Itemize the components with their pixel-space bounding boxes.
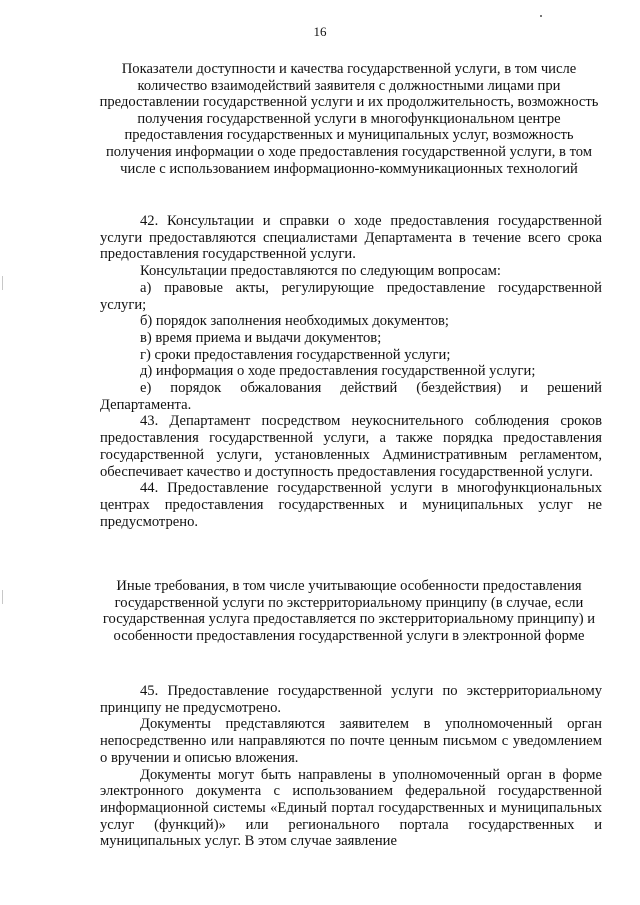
- section-body-extraterritorial: [100, 683, 602, 850]
- paragraph-docs-electronic: Документы могут быть направлены в уполномоченный орган в форме электронного документа с использованием федеральной государственной информационной системы «Единый портал государственных и муниципальных услуг (функций)» или регионального портала государственных и муниципальных услуг. В этом случае заявление: [100, 766, 602, 850]
- paragraph-45: 45. Предоставление государственной услуги по экстерриториальному принципу не предусмотрено.: [100, 683, 602, 716]
- section-heading-extraterritorial: Иные требования, в том числе учитывающие особенности предоставления государственной услуги по экстерриториальному принципу (в случае, если государственная услуга предоставляется по экстерриториальному принципу) и особенности предоставления государственной услуги в электронной форме: [102, 578, 596, 644]
- paragraph-docs-submission: Документы представляются заявителем в уполномоченный орган непосредственно или направляются по почте ценным письмом с уведомлением о вручении и описью вложения.: [100, 716, 602, 766]
- list-item-a: а) правовые акты, регулирующие предоставление государственной услуги;: [100, 279, 602, 313]
- list-item-e: е) порядок обжалования действий (бездействия) и решений Департамента.: [100, 380, 602, 413]
- consultations-intro: Консультации предоставляются по следующим вопросам:: [140, 263, 501, 280]
- paragraph-44: 44. Предоставление государственной услуги в многофункциональных центрах предоставления государственных и муниципальных услуг не предусмотрено.: [100, 480, 602, 530]
- list-item-b: б) порядок заполнения необходимых документов;: [140, 313, 449, 330]
- scan-edge-mark: [2, 276, 3, 290]
- section-body-consultations: [100, 213, 602, 530]
- paragraph-42: 42. Консультации и справки о ходе предоставления государственной услуги предоставляются специалистами Департамента в течение всего срока предоставления государственной услуги.: [100, 213, 602, 263]
- scan-edge-mark: [2, 590, 3, 604]
- section-heading-accessibility: Показатели доступности и качества государственной услуги, в том числе количество взаимодействий заявителя с должностными лицами при предоставлении государственной услуги и их продолжительность, возможность получения государственной услуги в многофункциональном центре предоставления государственных и муниципальных услуг, возможность получения информации о ходе предоставления государственной услуги, в том числе с использованием информационно-коммуникационных технологий: [99, 61, 599, 177]
- page-number: 16: [313, 24, 327, 39]
- paragraph-43: 43. Департамент посредством неукоснительного соблюдения сроков предоставления государственной услуги, а также порядка предоставления государственной услуги, установленных Административным регламентом, обеспечивает качество и доступность предоставления государственной услуги.: [100, 413, 602, 480]
- list-item-v: в) время приема и выдачи документов;: [140, 329, 382, 346]
- list-item-g: г) сроки предоставления государственной услуги;: [140, 346, 451, 363]
- list-item-d: д) информация о ходе предоставления государственной услуги;: [140, 363, 536, 380]
- scan-dot: [540, 15, 542, 17]
